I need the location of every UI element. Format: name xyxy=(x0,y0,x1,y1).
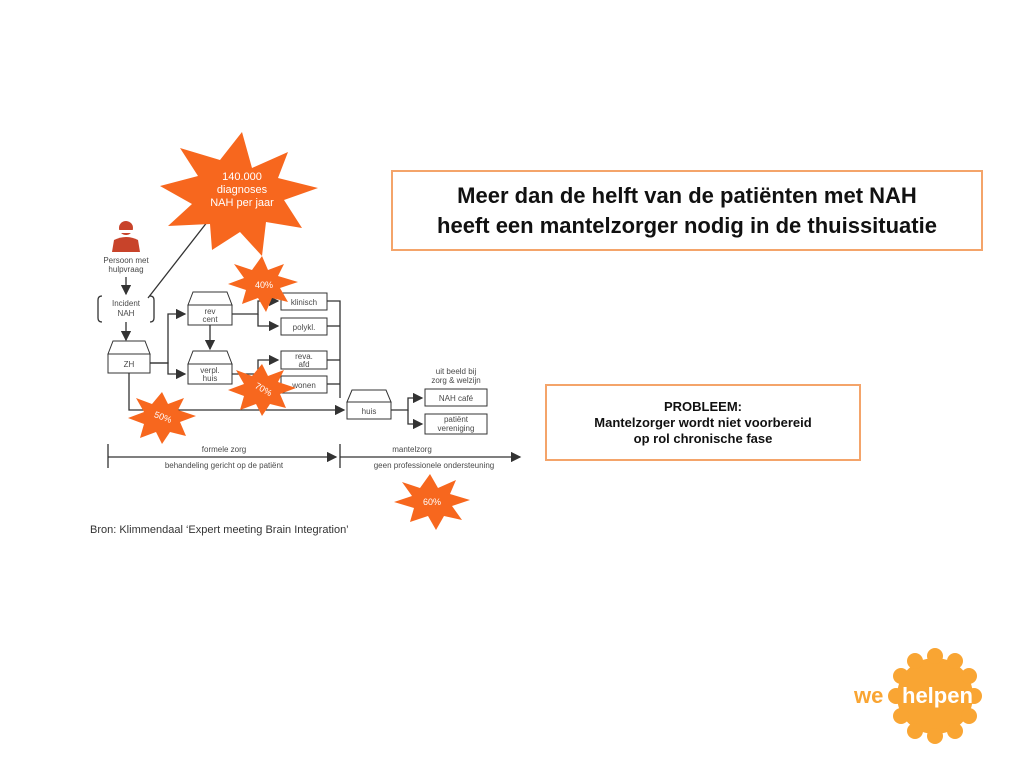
burst-diagnoses-line3: NAH per jaar xyxy=(210,197,274,209)
burst-diagnoses-line1: 140.000 xyxy=(222,171,262,183)
polykl-label: polykl. xyxy=(292,323,316,332)
incident-line1: Incident xyxy=(111,299,141,308)
zh-label: ZH xyxy=(123,360,135,369)
source-caption: Bron: Klimmendaal ‘Expert meeting Brain Integration’ xyxy=(90,524,349,536)
incident-line2: NAH xyxy=(117,309,135,318)
uitbeeld-line2: zorg & welzijn xyxy=(431,376,481,385)
problem-line1: Mantelzorger wordt niet voorbereid xyxy=(594,414,812,430)
pct-40: 40% xyxy=(254,280,274,290)
patient-vereniging-line1: patiënt xyxy=(443,415,469,424)
verpl-huis-line2: huis xyxy=(202,374,218,383)
nah-cafe-label: NAH café xyxy=(438,394,474,403)
headline-box xyxy=(391,170,983,251)
incident-bracket-right xyxy=(150,296,154,322)
verpl-huis-line1: verpl. xyxy=(200,366,220,375)
headline-line2: heeft een mantelzorger nodig in de thuissituatie xyxy=(437,212,937,238)
person-label-line1: Persoon met xyxy=(103,256,149,265)
problem-line2: op rol chronische fase xyxy=(633,430,773,446)
rev-cent-line1: rev xyxy=(204,307,216,316)
person-label-line2: hulpvraag xyxy=(108,265,144,274)
wehelpen-logo xyxy=(852,648,986,744)
pct-50: 50% xyxy=(152,409,174,425)
geen-prof-label: geen professionele ondersteuning xyxy=(373,461,495,470)
problem-title: PROBLEEM: xyxy=(664,398,742,414)
rev-cent-line2: cent xyxy=(202,315,218,324)
patient-vereniging-line2: vereniging xyxy=(437,424,475,433)
huis-label: huis xyxy=(361,407,377,416)
reva-afd-line1: reva. xyxy=(295,352,313,361)
logo-we: we xyxy=(854,683,884,708)
formele-zorg-label: formele zorg xyxy=(201,445,247,454)
pct-60: 60% xyxy=(422,497,442,507)
burst-diagnoses-line2: diagnoses xyxy=(216,184,268,196)
klinisch-label: klinisch xyxy=(290,298,318,307)
uitbeeld-line1: uit beeld bij xyxy=(435,367,477,376)
wonen-label: wonen xyxy=(292,381,316,390)
headline-line1: Meer dan de helft van de patiënten met NAH xyxy=(457,182,917,208)
mantelzorg-label: mantelzorg xyxy=(392,445,432,454)
problem-box xyxy=(545,384,861,461)
behandeling-label: behandeling gericht op de patiënt xyxy=(164,461,284,470)
logo-helpen: helpen xyxy=(902,683,973,708)
pct-70: 70% xyxy=(253,380,274,399)
reva-afd-line2: afd xyxy=(298,360,310,369)
person-icon xyxy=(112,221,140,252)
incident-bracket-left xyxy=(98,296,102,322)
